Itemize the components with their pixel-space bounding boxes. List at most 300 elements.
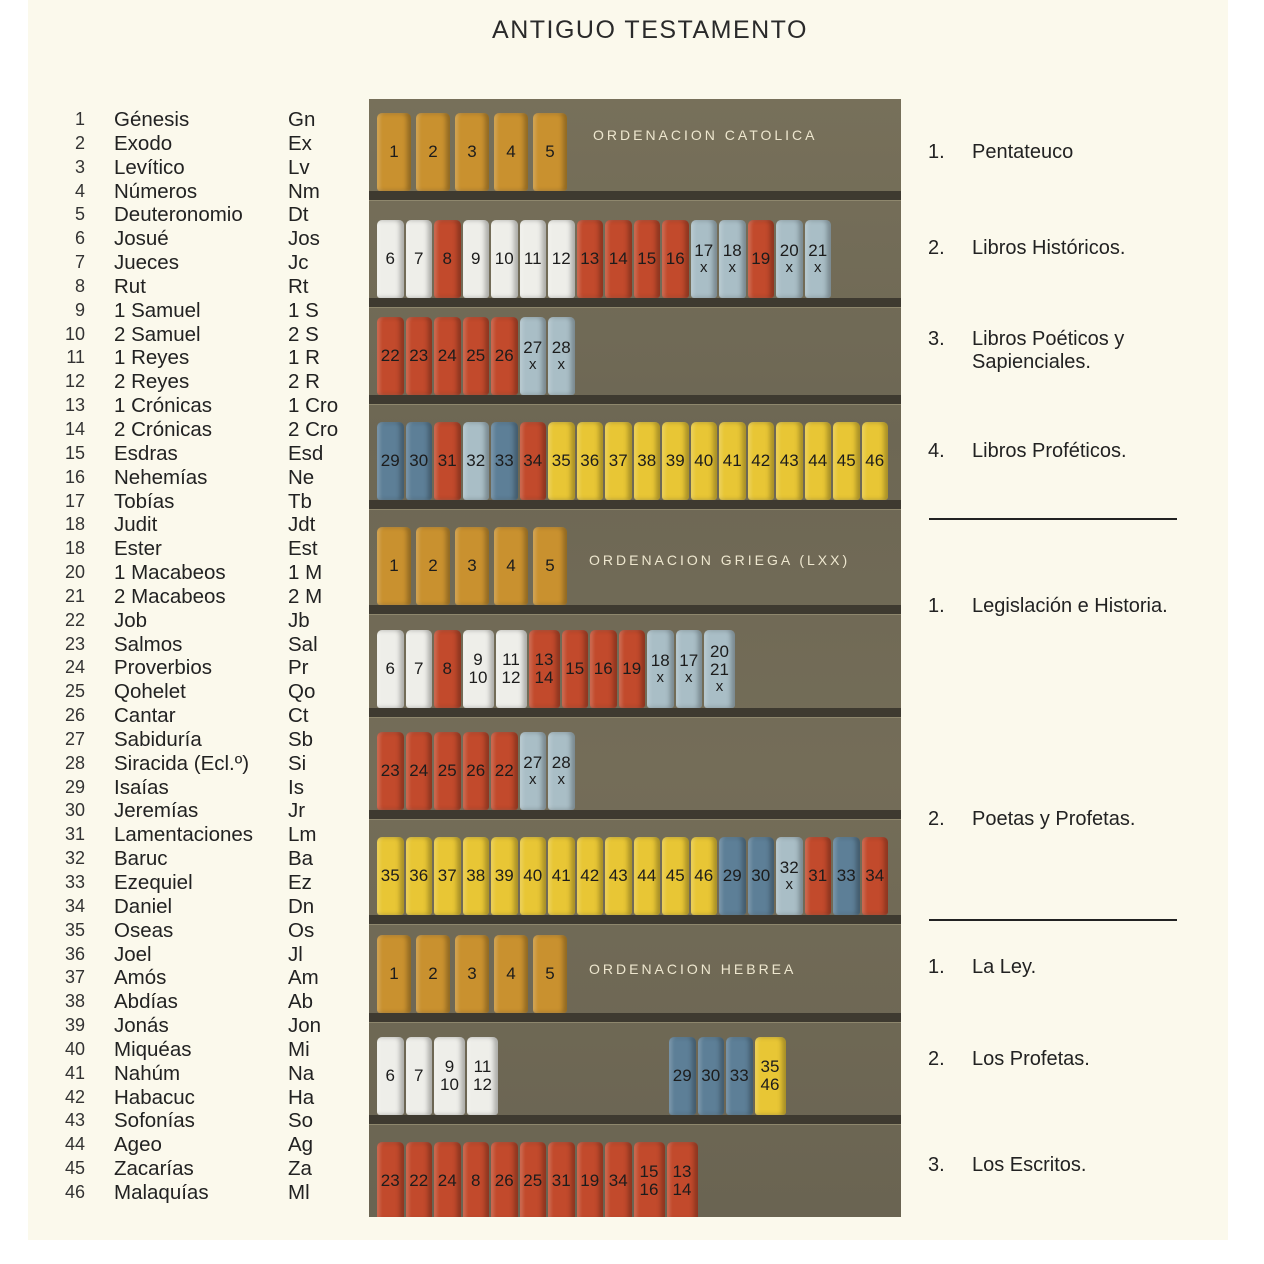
book-spine-number: 30: [409, 451, 429, 471]
book-name: Daniel: [114, 894, 173, 918]
book-number: 43: [64, 1110, 85, 1131]
book-spine: [529, 630, 560, 708]
book-name: Jueces: [114, 251, 179, 275]
book-number: 21: [64, 585, 85, 606]
book-name: Job: [114, 608, 148, 632]
book-abbreviation: Jl: [288, 942, 303, 966]
book-abbreviation: Jon: [288, 1014, 322, 1038]
book-spine: [548, 732, 575, 810]
book-spine-number: 3: [467, 556, 477, 576]
book-spine: [406, 1037, 433, 1115]
book-abbreviation: Qo: [288, 680, 316, 704]
book-spine: [377, 317, 404, 395]
book-spine-number: 1: [389, 964, 399, 984]
book-spine-number: 21: [808, 241, 828, 261]
book-spine-number: 3: [467, 964, 477, 984]
book-row: [56, 823, 356, 847]
book-row: [56, 275, 356, 299]
book-name: Siracida (Ecl.º): [114, 751, 250, 775]
book-name: 1 Samuel: [114, 298, 201, 322]
order-label-hebrea: ORDENACION HEBREA: [589, 961, 797, 977]
order-label-griega: ORDENACION GRIEGA (LXX): [589, 552, 851, 568]
book-number: 44: [64, 1134, 85, 1155]
book-number: 16: [64, 466, 85, 487]
book-spine: [494, 527, 528, 605]
book-number: 34: [64, 895, 85, 916]
book-spine: [776, 422, 803, 500]
book-spine: [406, 732, 433, 810]
book-name: Esdras: [114, 441, 178, 465]
book-row: [56, 919, 356, 943]
book-number: 24: [64, 657, 85, 678]
book-spine: [406, 422, 433, 500]
book-number: 17: [64, 490, 85, 511]
book-spine: [377, 837, 404, 915]
book-spine-number: 31: [437, 451, 457, 471]
book-spine: [669, 1037, 696, 1115]
book-spine-number: 23: [380, 1171, 400, 1191]
book-spine: [748, 220, 775, 298]
deuterocanonical-mark: x: [557, 356, 565, 374]
book-spine-number: 39: [665, 451, 685, 471]
shelf-board: [369, 708, 901, 718]
book-spine: [862, 837, 889, 915]
book-spine: [676, 630, 703, 708]
book-abbreviation: Lv: [288, 155, 310, 179]
book-number: 29: [64, 776, 85, 797]
book-spine-number: 6: [385, 659, 395, 679]
book-spine: [634, 837, 661, 915]
legend-item: 2. Libros Históricos.: [928, 237, 1126, 259]
book-spine-number: 11: [523, 249, 542, 269]
book-spine: [434, 630, 461, 708]
book-number: 9: [74, 299, 85, 320]
book-spine-number: 26: [494, 1171, 514, 1191]
book-spine: [463, 1142, 490, 1217]
book-row: [56, 943, 356, 967]
book-abbreviation: Dn: [288, 894, 315, 918]
book-number: 3: [74, 156, 85, 177]
book-spine-number: 8: [442, 659, 452, 679]
book-spine: [520, 317, 547, 395]
book-spine-number: 32: [779, 858, 799, 878]
book-spine: [491, 837, 518, 915]
bookshelf-diagram: [369, 99, 901, 1217]
book-number: 33: [64, 872, 85, 892]
deuterocanonical-mark: x: [728, 259, 736, 277]
book-name: Jonás: [114, 1014, 169, 1038]
book-abbreviation: Lm: [288, 823, 317, 847]
book-number: 22: [64, 609, 85, 630]
book-row: [56, 728, 356, 752]
book-spine: [463, 630, 494, 708]
deuterocanonical-mark: x: [785, 876, 793, 894]
book-spine-number: 35: [380, 866, 400, 886]
book-spine-number: 12: [551, 249, 571, 269]
book-spine: [406, 1142, 433, 1217]
book-spine-number: 42: [580, 866, 600, 886]
book-spine: [491, 422, 518, 500]
book-spine: [862, 422, 889, 500]
book-row: [56, 966, 356, 990]
book-name: Ezequiel: [114, 871, 193, 894]
book-name: Isaías: [114, 775, 169, 799]
book-spine: [605, 1142, 632, 1217]
book-abbreviation: 1 M: [288, 561, 323, 585]
book-row: [56, 633, 356, 657]
book-number: 26: [64, 705, 85, 726]
book-number: 37: [64, 967, 85, 988]
book-spine-number: 6: [385, 249, 395, 269]
book-spine-number: 2: [428, 556, 438, 576]
book-name: Levítico: [114, 155, 185, 179]
book-spine: [548, 422, 575, 500]
book-number: 1: [74, 109, 85, 129]
book-row: [56, 227, 356, 251]
book-name: Nehemías: [114, 465, 208, 489]
book-name: 1 Macabeos: [114, 561, 226, 585]
shelf-board: [369, 1115, 901, 1125]
book-spine: [463, 732, 490, 810]
book-spine-number: 14: [534, 668, 554, 687]
book-spine-number: 33: [729, 1066, 749, 1086]
book-number: 18: [64, 514, 85, 535]
book-spine-number: 19: [622, 659, 642, 679]
book-row: [56, 1014, 356, 1038]
book-row: [56, 203, 356, 227]
book-abbreviation: Na: [288, 1061, 315, 1085]
book-spine: [434, 732, 461, 810]
book-row: [56, 895, 356, 919]
book-abbreviation: Jdt: [288, 513, 316, 537]
book-spine-number: 27: [523, 753, 543, 773]
book-number: 32: [64, 848, 85, 869]
book-number: 28: [64, 752, 85, 773]
book-abbreviation: Jos: [288, 227, 320, 251]
book-abbreviation: Si: [288, 751, 307, 775]
book-name: Sabiduría: [114, 727, 202, 751]
book-spine-number: 26: [466, 761, 486, 781]
book-number: 45: [64, 1158, 85, 1179]
book-row: [56, 1157, 356, 1181]
book-row: [56, 180, 356, 204]
shelf-board: [369, 1013, 901, 1023]
book-spine-number: 30: [701, 1066, 721, 1086]
book-spine: [719, 422, 746, 500]
deuterocanonical-mark: x: [656, 669, 664, 687]
book-spine-number: 41: [722, 451, 742, 471]
book-spine: [833, 837, 860, 915]
book-spine: [833, 422, 860, 500]
book-spine: [548, 317, 575, 395]
shelf-board: [369, 191, 901, 201]
book-spine: [491, 732, 518, 810]
book-name: Baruc: [114, 847, 168, 871]
book-spine-number: 20: [710, 642, 729, 662]
book-spine: [467, 1037, 498, 1115]
book-spine: [548, 837, 575, 915]
book-spine-number: 14: [672, 1180, 692, 1199]
book-number: 25: [64, 681, 85, 702]
legend-item: 3. Los Escritos.: [928, 1154, 1087, 1176]
book-spine: [605, 220, 632, 298]
book-spine-number: 17: [679, 651, 699, 671]
book-abbreviation: 1 S: [288, 298, 319, 322]
book-spine-number: 7: [414, 659, 424, 679]
book-spine: [406, 630, 433, 708]
book-name: Judit: [114, 513, 158, 537]
book-spine: [577, 422, 604, 500]
divider: [929, 518, 1177, 520]
book-spine: [662, 837, 689, 915]
book-spine-number: 23: [380, 761, 400, 781]
book-row: [56, 1086, 356, 1110]
book-abbreviation: So: [288, 1109, 314, 1133]
book-spine-number: 46: [865, 451, 885, 471]
book-spine: [662, 220, 689, 298]
book-spine-number: 21: [710, 660, 729, 680]
book-spine: [434, 837, 461, 915]
book-spine: [562, 630, 589, 708]
book-row: [56, 537, 356, 561]
book-name: Salmos: [114, 632, 183, 656]
book-spine: [377, 527, 411, 605]
book-row: [56, 156, 356, 180]
book-row: [56, 442, 356, 466]
book-abbreviation: Esd: [288, 441, 324, 465]
book-spine-number: 13: [580, 249, 600, 269]
book-number: 20: [64, 562, 85, 583]
book-row: [56, 871, 356, 895]
book-spine: [434, 422, 461, 500]
book-number: 39: [64, 1015, 85, 1036]
book-row: [56, 847, 356, 871]
book-number: 18: [64, 538, 85, 559]
book-spine: [496, 630, 527, 708]
book-spine: [667, 1142, 698, 1217]
book-list: [56, 108, 356, 1205]
book-spine: [719, 837, 746, 915]
book-abbreviation: Ag: [288, 1133, 314, 1157]
book-name: Génesis: [114, 108, 190, 131]
book-abbreviation: 1 R: [288, 346, 320, 370]
book-spine-number: 15: [639, 1162, 659, 1182]
book-number: 40: [64, 1038, 85, 1059]
divider: [929, 919, 1177, 921]
book-spine-number: 24: [409, 761, 429, 781]
book-number: 4: [74, 180, 85, 201]
book-row: [56, 561, 356, 585]
book-name: Jeremías: [114, 799, 199, 823]
book-number: 46: [64, 1181, 85, 1202]
book-abbreviation: Rt: [288, 274, 309, 298]
book-abbreviation: Sal: [288, 632, 318, 656]
book-name: Qohelet: [114, 680, 186, 704]
book-spine: [590, 630, 617, 708]
book-spine-number: 5: [545, 964, 555, 984]
book-abbreviation: Mi: [288, 1037, 310, 1061]
book-row: [56, 656, 356, 680]
book-abbreviation: Tb: [288, 489, 312, 513]
book-spine: [533, 113, 567, 191]
book-row: [56, 108, 356, 132]
book-abbreviation: Ab: [288, 990, 314, 1014]
book-row: [56, 370, 356, 394]
book-abbreviation: Am: [288, 966, 319, 990]
book-spine: [704, 630, 735, 708]
book-spine: [548, 220, 575, 298]
book-name: Habacuc: [114, 1085, 195, 1109]
book-spine: [577, 1142, 604, 1217]
book-spine: [520, 1142, 547, 1217]
book-spine: [377, 630, 404, 708]
deuterocanonical-mark: x: [529, 356, 537, 374]
book-abbreviation: Sb: [288, 727, 314, 751]
book-spine-number: 9: [473, 650, 483, 670]
book-spine-number: 6: [385, 1066, 395, 1086]
book-spine-number: 29: [722, 866, 742, 886]
book-spine-number: 31: [551, 1171, 571, 1191]
legend-item: 1. Pentateuco: [928, 141, 1074, 163]
book-spine: [748, 422, 775, 500]
book-spine-number: 20: [779, 241, 799, 261]
book-number: 11: [66, 347, 85, 368]
book-spine-number: 8: [442, 249, 452, 269]
book-spine: [776, 837, 803, 915]
book-spine: [548, 1142, 575, 1217]
legend-item: 2. Poetas y Profetas.: [928, 808, 1136, 830]
book-spine-number: 41: [551, 866, 571, 886]
book-spine-number: 22: [409, 1171, 429, 1191]
legend-item: 4. Libros Proféticos.: [928, 440, 1127, 462]
book-spine: [691, 422, 718, 500]
book-spine-number: 35: [760, 1057, 780, 1077]
book-spine: [647, 630, 674, 708]
shelf-board: [369, 810, 901, 820]
book-spine-number: 15: [637, 249, 657, 269]
book-spine-number: 5: [545, 142, 555, 162]
book-spine: [755, 1037, 786, 1115]
book-spine-number: 19: [580, 1171, 600, 1191]
book-number: 14: [64, 418, 85, 439]
book-abbreviation: Ba: [288, 847, 314, 871]
book-name: Lamentaciones: [114, 823, 254, 847]
book-spine: [377, 935, 411, 1013]
book-row: [56, 609, 356, 633]
book-name: Malaquías: [114, 1180, 209, 1204]
book-row: [56, 704, 356, 728]
book-name: Deuteronomio: [114, 203, 243, 227]
book-abbreviation: Jb: [288, 608, 310, 632]
book-spine-number: 19: [751, 249, 771, 269]
book-spine-number: 2: [428, 142, 438, 162]
book-spine-number: 38: [466, 866, 486, 886]
book-number: 5: [74, 204, 85, 225]
shelf-board: [369, 395, 901, 405]
book-row: [56, 132, 356, 156]
book-spine: [805, 837, 832, 915]
book-spine: [455, 527, 489, 605]
book-spine: [406, 837, 433, 915]
book-spine-number: 13: [534, 650, 554, 670]
book-spine: [577, 837, 604, 915]
book-spine-number: 1: [389, 142, 399, 162]
book-spine-number: 13: [672, 1162, 692, 1182]
book-abbreviation: Ha: [288, 1085, 315, 1109]
book-name: Proverbios: [114, 656, 212, 680]
book-spine-number: 33: [836, 866, 856, 886]
book-spine: [691, 837, 718, 915]
book-abbreviation: Ml: [288, 1180, 310, 1204]
book-spine-number: 46: [694, 866, 714, 886]
book-abbreviation: Gn: [288, 108, 316, 131]
book-spine-number: 22: [380, 346, 400, 366]
book-number: 31: [64, 824, 85, 845]
book-spine: [577, 220, 604, 298]
book-spine-number: 39: [494, 866, 514, 886]
book-spine-number: 12: [501, 668, 521, 687]
book-number: 10: [64, 323, 85, 344]
book-spine: [698, 1037, 725, 1115]
book-spine-number: 26: [494, 346, 514, 366]
book-spine: [406, 220, 433, 298]
book-spine-number: 22: [494, 761, 514, 781]
book-row: [56, 585, 356, 609]
book-name: 2 Macabeos: [114, 584, 226, 608]
book-spine-number: 12: [473, 1075, 492, 1094]
book-row: [56, 776, 356, 800]
book-row: [56, 513, 356, 537]
book-spine: [463, 220, 490, 298]
book-spine-number: 36: [580, 451, 600, 471]
book-number: 23: [64, 633, 85, 654]
book-spine: [691, 220, 718, 298]
book-spine: [434, 220, 461, 298]
book-spine-number: 2: [428, 964, 438, 984]
book-spine-number: 43: [779, 451, 799, 471]
shelf-board: [369, 605, 901, 615]
book-spine-number: 40: [523, 866, 543, 886]
book-spine-number: 9: [471, 249, 481, 269]
book-spine-number: 34: [608, 1171, 628, 1191]
page-title: ANTIGUO TESTAMENTO: [492, 16, 808, 44]
deuterocanonical-mark: x: [529, 771, 537, 789]
book-spine-number: 11: [502, 650, 520, 670]
book-spine: [416, 113, 450, 191]
book-spine: [455, 113, 489, 191]
book-name: 2 Samuel: [114, 322, 201, 346]
book-spine: [776, 220, 803, 298]
book-abbreviation: Pr: [288, 656, 309, 680]
book-spine: [520, 422, 547, 500]
book-spine-number: 4: [506, 142, 516, 162]
book-number: 8: [74, 275, 85, 296]
book-abbreviation: 2 S: [288, 322, 319, 346]
book-spine: [377, 220, 404, 298]
book-spine-number: 24: [437, 1171, 457, 1191]
book-row: [56, 680, 356, 704]
order-label-catolica: ORDENACION CATOLICA: [593, 127, 818, 143]
book-spine-number: 17: [694, 241, 714, 261]
book-abbreviation: 2 M: [288, 584, 323, 608]
book-row: [56, 799, 356, 823]
book-spine-number: 16: [639, 1180, 659, 1199]
book-spine: [377, 732, 404, 810]
book-spine-number: 33: [494, 451, 514, 471]
book-name: Joel: [114, 942, 152, 966]
book-spine-number: 10: [494, 249, 514, 269]
book-spine-number: 28: [551, 338, 571, 358]
